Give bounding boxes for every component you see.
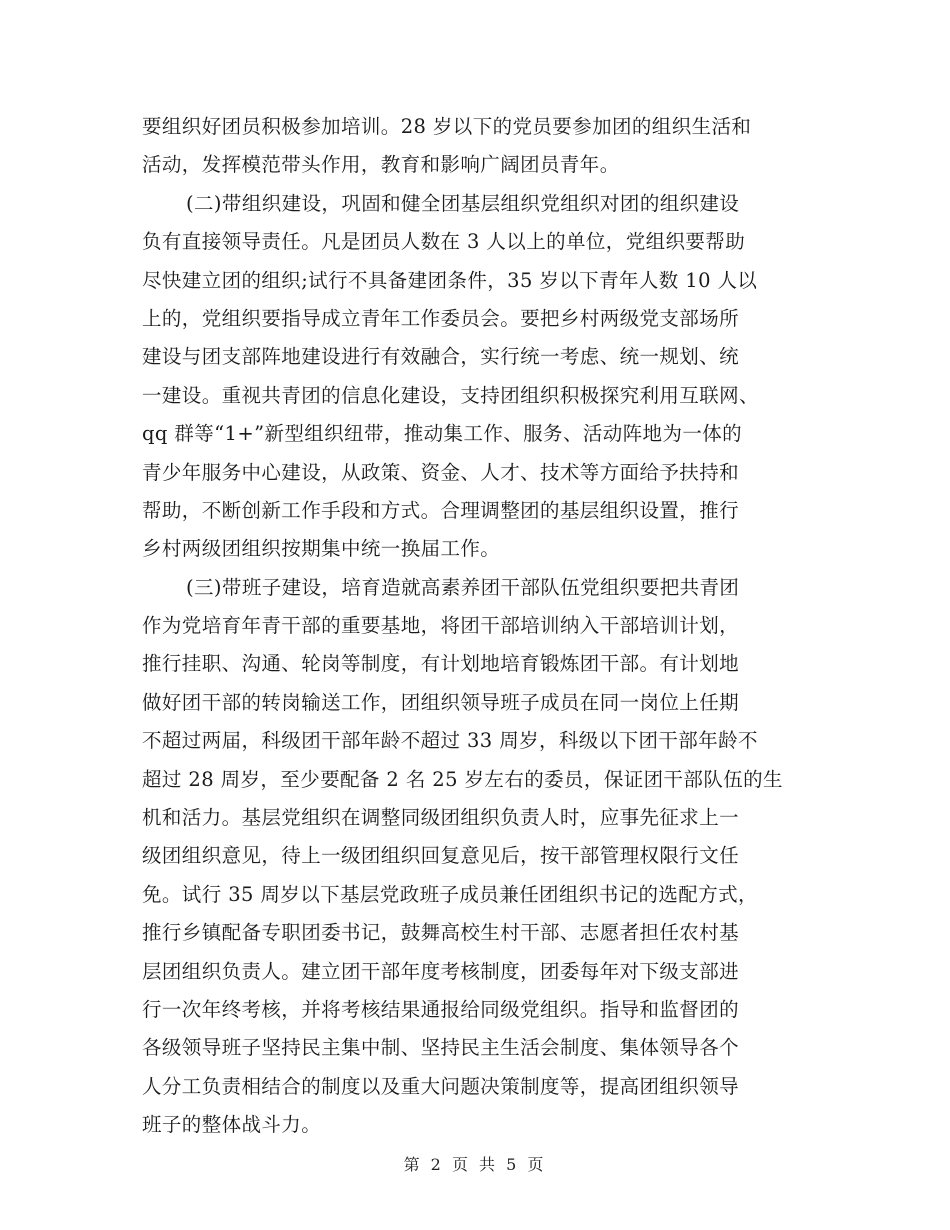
paragraph-organization-building (142, 185, 812, 569)
paragraph-continued (142, 108, 812, 185)
text-line: 级团组织意见，待上一级团组织回复意见后，按干部管理权限行文任 (142, 844, 740, 868)
text-line: qq 群等“1+”新型组织纽带，推动集工作、服务、活动阵地为一体的 (142, 422, 743, 446)
text-line: 负有直接领导责任。凡是团员人数在 3 人以上的单位，党组织要帮助 (142, 230, 746, 254)
text-line: 不超过两届，科级团干部年龄不超过 33 周岁，科级以下团干部年龄不 (142, 729, 758, 753)
text-line: 人分工负责相结合的制度以及重大问题决策制度等，提高团组织领导 (142, 1074, 740, 1098)
document-body (142, 108, 812, 1145)
text-line: 做好团干部的转岗输送工作，团组织领导班子成员在同一岗位上任期 (142, 690, 740, 714)
text-line: 推行挂职、沟通、轮岗等制度，有计划地培育锻炼团干部。有计划地 (142, 652, 740, 676)
text-line: 青少年服务中心建设，从政策、资金、人才、技术等方面给予扶持和 (142, 460, 740, 484)
text-line: (二)带组织建设，巩固和健全团基层组织党组织对团的组织建设 (186, 191, 740, 215)
text-line: 各级领导班子坚持民主集中制、坚持民主生活会制度、集体领导各个 (142, 1036, 740, 1060)
text-line: 尽快建立团的组织;试行不具备建团条件，35 岁以下青年人数 10 人以 (142, 268, 758, 292)
text-line: 机和活力。基层党组织在调整同级团组织负责人时，应事先征求上一 (142, 806, 740, 830)
text-line: 活动，发挥模范带头作用，教育和影响广阔团员青年。 (142, 153, 620, 177)
text-line: 要组织好团员积极参加培训。28 岁以下的党员要参加团的组织生活和 (142, 115, 752, 138)
text-line: 作为党培育年青干部的重要基地，将团干部培训纳入干部培训计划， (142, 614, 740, 638)
text-line: 推行乡镇配备专职团委书记，鼓舞高校生村干部、志愿者担任农村基 (142, 921, 740, 945)
page-number-footer: 第 2 页 共 5 页 (403, 1155, 547, 1174)
text-line: 建设与团支部阵地建设进行有效融合，实行统一考虑、统一规划、统 (142, 345, 740, 369)
text-line: (三)带班子建设，培育造就高素养团干部队伍党组织要把共青团 (186, 575, 740, 599)
text-line: 乡村两级团组织按期集中统一换届工作。 (142, 537, 501, 561)
text-line: 帮助，不断创新工作手段和方式。合理调整团的基层组织设置，推行 (142, 498, 740, 522)
text-line: 行一次年终考核，并将考核结果通报给同级党组织。指导和监督团的 (142, 997, 740, 1021)
paragraph-leadership-building (142, 569, 812, 1145)
text-line: 一建设。重视共青团的信息化建设，支持团组织积极探究利用互联网、 (142, 383, 759, 407)
text-line: 上的，党组织要指导成立青年工作委员会。要把乡村两级党支部场所 (142, 306, 740, 330)
text-line: 班子的整体战斗力。 (142, 1113, 322, 1137)
text-line: 层团组织负责人。建立团干部年度考核制度，团委每年对下级支部进 (142, 959, 740, 983)
text-line: 超过 28 周岁，至少要配备 2 名 25 岁左右的委员，保证团干部队伍的生 (142, 767, 783, 791)
text-line: 免。试行 35 周岁以下基层党政班子成员兼任团组织书记的选配方式， (142, 882, 758, 906)
